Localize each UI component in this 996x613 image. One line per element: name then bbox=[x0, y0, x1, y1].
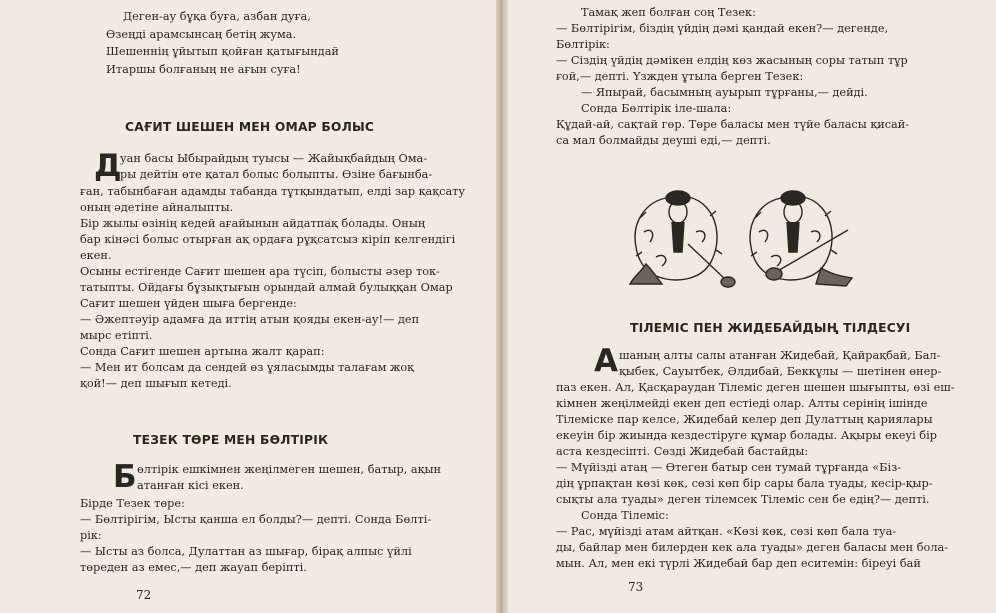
text-line: ры дейтін өте қатал болыс болыпты. Өзіне бағынба- bbox=[120, 168, 433, 181]
text-line: уан басы Ыбырайдың туысы — Жайықбайдың Ома- bbox=[120, 152, 428, 165]
left-page bbox=[0, 0, 496, 613]
text-line: шаның алты салы атанған Жидебай, Қайрақбай, Бал- bbox=[619, 349, 941, 362]
page-number: 73 bbox=[628, 580, 644, 594]
musicians-illustration-icon bbox=[626, 172, 856, 290]
text-line: са мал болмайды деуші еді,— депті. bbox=[556, 134, 771, 147]
text-line: мырс етіпті. bbox=[80, 329, 153, 342]
text-line: дің ұрпақтан көзі көк, сөзі көп бір сары бала туады, кесір-қыр- bbox=[556, 477, 933, 490]
text-line: ғой,— депті. Үзжден ұтыла берген Тезек: bbox=[556, 70, 804, 83]
section-title: ТЕЗЕК ТӨРЕ МЕН БӨЛТІРІК bbox=[133, 433, 329, 447]
text-line: паз екен. Ал, Қасқараудан Тілеміс деген шешен шығыпты, өзі еш- bbox=[556, 381, 955, 394]
text-line: Тілеміске пар келсе, Жидебай келер деп Дулаттың қариялары bbox=[556, 413, 933, 426]
text-line: төреден аз емес,— деп жауап беріпті. bbox=[80, 561, 307, 574]
text-line: — Япырай, басымның ауырып тұрғаны,— дейді. bbox=[581, 86, 868, 99]
text-line: — Рас, мүйізді атам айтқан. «Көзі көк, сөзі көп бала туа- bbox=[556, 525, 897, 538]
poem-line: Итаршы болғаның не ағын суға! bbox=[106, 63, 301, 76]
text-line: атанған кісі екен. bbox=[137, 479, 244, 492]
text-line: мын. Ал, мен екі түрлі Жидебай бар деп еситемін: біреуі бай bbox=[556, 557, 921, 570]
text-line: оның әдетіне айналыпты. bbox=[80, 201, 234, 214]
text-line: кімнен жеңілмейді екен деп естіеді олар. Алты серінің ішінде bbox=[556, 397, 928, 410]
drop-cap: Д bbox=[94, 148, 122, 184]
text-line: Осыны естігенде Сағит шешен ара түсіп, болысты әзер ток- bbox=[80, 265, 440, 278]
text-line: Бір жылы өзінің кедей ағайынын айдатпақ болады. Оның bbox=[80, 217, 426, 230]
text-line: қыбек, Сауытбек, Әлдибай, Беккұлы — шетінен өнер- bbox=[619, 365, 942, 378]
drop-cap: А bbox=[594, 343, 618, 379]
poem-line: Деген-ау бұқа буға, азбан дуға, bbox=[123, 10, 311, 23]
text-line: бар кінәсі болыс отырған ақ ордаға рұқсатсыз кіріп келгендігі bbox=[80, 233, 456, 246]
text-line: екен. bbox=[80, 249, 112, 262]
text-line: Тамақ жеп болған соң Тезек: bbox=[581, 6, 756, 19]
text-line: Бөлтірік: bbox=[556, 38, 610, 51]
drop-cap: Б bbox=[113, 459, 137, 495]
text-line: Құдай-ай, сақтай гөр. Төре баласы мен түйе баласы қисай- bbox=[556, 118, 910, 131]
text-line: екеуін бір жиында кездестіруге құмар болады. Ақыры екеуі бір bbox=[556, 429, 937, 442]
poem-line: Өзеңді арамсынсаң бетің жума. bbox=[106, 28, 297, 41]
text-line: Сонда Бөлтірік іле-шала: bbox=[581, 102, 732, 115]
text-line: рік: bbox=[80, 529, 102, 542]
poem-line: Шешеннің ұйытып қойған қатығындай bbox=[106, 45, 339, 58]
text-line: Сонда Тілеміс: bbox=[581, 509, 669, 522]
text-line: — Бөлтірігім, біздің үйдің дәмі қандай екен?— дегенде, bbox=[556, 22, 889, 35]
text-line: Сонда Сағит шешен артына жалт қарап: bbox=[80, 345, 325, 358]
text-line: — Мен ит болсам да сендей өз ұяласымды талағам жоқ bbox=[80, 361, 415, 374]
section-title: ТІЛЕМІС ПЕН ЖИДЕБАЙДЫҢ ТІЛДЕСУІ bbox=[630, 321, 911, 335]
text-line: — Бөлтірігім, Ысты қанша ел болды?— депті. Сонда Бөлті- bbox=[80, 513, 432, 526]
text-line: аста кездесіпті. Сөзді Жидебай бастайды: bbox=[556, 445, 809, 458]
text-line: ды, байлар мен билерден кек ала туады» деген баласы мен бола- bbox=[556, 541, 949, 554]
text-line: ған, табынбаған адамды табанда тұтқындатып, елді зар қақсату bbox=[80, 185, 466, 198]
book-gutter bbox=[496, 0, 508, 613]
text-line: қой!— деп шығып кетеді. bbox=[80, 377, 232, 390]
text-line: — Әжептәуір адамға да иттің атын қояды екен-ау!— деп bbox=[80, 313, 420, 326]
page-number: 72 bbox=[136, 588, 152, 602]
text-line: татыпты. Ойдағы бұзықтығын орындай алмай булыққан Омар bbox=[80, 281, 453, 294]
text-line: — Сіздің үйдің дәмікен елдің көз жасының соры татып тұр bbox=[556, 54, 908, 67]
text-line: Сағит шешен үйден шыға бергенде: bbox=[80, 297, 297, 310]
right-page bbox=[508, 0, 996, 613]
text-line: Бірде Тезек төре: bbox=[80, 497, 185, 510]
text-line: өлтірік ешкімнен жеңілмеген шешен, батыр, ақын bbox=[137, 463, 442, 476]
text-line: — Ысты аз болса, Дулаттан аз шығар, бірақ алпыс үйлі bbox=[80, 545, 412, 558]
text-line: сықты ала туады» деген тілемсек Тілеміс сен бе едің?— депті. bbox=[556, 493, 930, 506]
text-line: — Мүйізді атаң — Өтеген батыр сен тумай тұрғанда «Біз- bbox=[556, 461, 902, 474]
section-title: САҒИТ ШЕШЕН МЕН ОМАР БОЛЫС bbox=[125, 120, 375, 134]
